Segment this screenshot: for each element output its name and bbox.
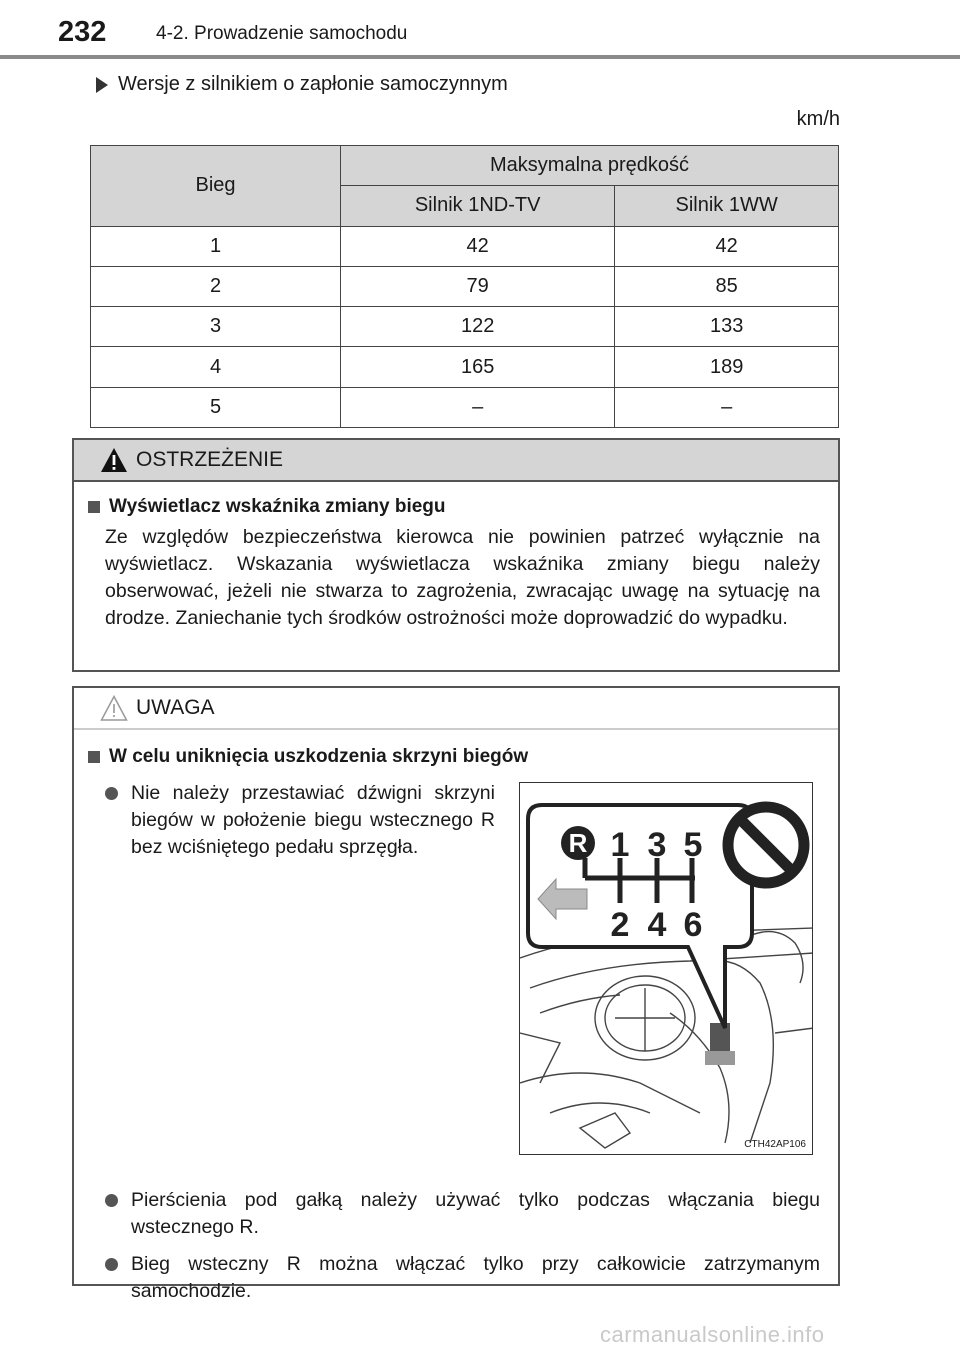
watermark: carmanualsonline.info xyxy=(600,1322,825,1347)
cell-speed-1nd: 79 xyxy=(341,266,615,306)
header-engine-2: Silnik 1WW xyxy=(615,186,839,226)
header-engine-1: Silnik 1ND-TV xyxy=(341,186,615,226)
round-bullet-icon xyxy=(105,787,118,800)
gear-label-6: 6 xyxy=(683,906,703,944)
cell-speed-1ww: – xyxy=(615,387,839,427)
reverse-gear-label: R xyxy=(568,828,588,858)
gearshift-illustration xyxy=(519,782,813,1155)
notice-item-title xyxy=(88,746,820,768)
table-header-row xyxy=(91,146,839,186)
warning-triangle-icon xyxy=(100,447,128,473)
notice-bullet-text: Pierścienia pod gałką należy używać tylko podczas włączania biegu wstecznego R. xyxy=(131,1189,820,1238)
cell-gear: 3 xyxy=(91,307,341,347)
notice-bullet-text: Bieg wsteczny R można włączać tylko przy całkowicie zatrzymanym samochodzie. xyxy=(131,1253,820,1302)
cell-gear: 4 xyxy=(91,347,341,387)
page-header xyxy=(0,0,960,58)
warning-item-title-text: Wyświetlacz wskaźnika zmiany biegu xyxy=(109,496,446,517)
square-bullet-icon xyxy=(88,501,100,513)
cell-speed-1ww: 85 xyxy=(615,266,839,306)
triangle-right-icon xyxy=(96,77,108,93)
cell-gear: 1 xyxy=(91,226,341,266)
notice-bullet xyxy=(105,780,495,861)
cell-speed-1nd: – xyxy=(341,387,615,427)
cell-speed-1ww: 42 xyxy=(615,226,839,266)
notice-header xyxy=(74,688,838,730)
subheading xyxy=(96,73,508,96)
notice-item-title-text: W celu uniknięcia uszkodzenia skrzyni biegów xyxy=(109,746,529,767)
warning-text: Ze względów bezpieczeństwa kierowca nie powinien patrzeć wyłącznie na wyświetlacz. Wskazania wyświetlacza wskaźnika zmiany biegu należy obserwować, jeżeli nie stwarza to zagrożenia, zwracając uwagę na sytuację na drodze. Zaniechanie tych środków ostrożności może doprowadzić do wypadku. xyxy=(105,526,820,629)
unit-label: km/h xyxy=(796,108,840,130)
cell-gear: 2 xyxy=(91,266,341,306)
notice-title: UWAGA xyxy=(136,696,215,719)
warning-box xyxy=(72,438,840,672)
header-divider xyxy=(0,55,960,59)
warning-item-title xyxy=(88,496,820,518)
gearshift-drawing xyxy=(520,783,813,1155)
gear-label-3: 3 xyxy=(647,826,667,864)
table-row xyxy=(91,307,839,347)
caution-triangle-icon xyxy=(100,695,128,721)
cell-speed-1nd: 42 xyxy=(341,226,615,266)
cell-gear: 5 xyxy=(91,387,341,427)
notice-bullet xyxy=(105,1187,820,1241)
page-number: 232 xyxy=(58,16,107,48)
header-max-speed: Maksymalna prędkość xyxy=(341,146,839,186)
notice-bullet xyxy=(105,1251,820,1305)
speed-table xyxy=(90,145,839,428)
header-gear: Bieg xyxy=(91,146,341,227)
cell-speed-1nd: 122 xyxy=(341,307,615,347)
gear-label-4: 4 xyxy=(647,906,667,944)
cell-speed-1nd: 165 xyxy=(341,347,615,387)
notice-bullet-text: Nie należy przestawiać dźwigni skrzyni biegów w położenie biegu wstecznego R bez wciśniętego pedału sprzęgła. xyxy=(131,782,495,858)
table-row xyxy=(91,387,839,427)
gear-label-2: 2 xyxy=(610,906,630,944)
round-bullet-icon xyxy=(105,1258,118,1271)
table-row xyxy=(91,266,839,306)
cell-speed-1ww: 133 xyxy=(615,307,839,347)
warning-header xyxy=(74,440,838,482)
round-bullet-icon xyxy=(105,1194,118,1207)
section-title: 4-2. Prowadzenie samochodu xyxy=(156,23,408,44)
gear-label-1: 1 xyxy=(610,826,630,864)
warning-body xyxy=(74,482,838,644)
cell-speed-1ww: 189 xyxy=(615,347,839,387)
warning-title: OSTRZEŻENIE xyxy=(136,448,284,471)
table-row xyxy=(91,226,839,266)
subheading-text: Wersje z silnikiem o zapłonie samoczynnym xyxy=(118,73,508,95)
figure-code: CTH42AP106 xyxy=(744,1139,806,1150)
square-bullet-icon xyxy=(88,751,100,763)
table-row xyxy=(91,347,839,387)
gear-label-5: 5 xyxy=(683,826,703,864)
